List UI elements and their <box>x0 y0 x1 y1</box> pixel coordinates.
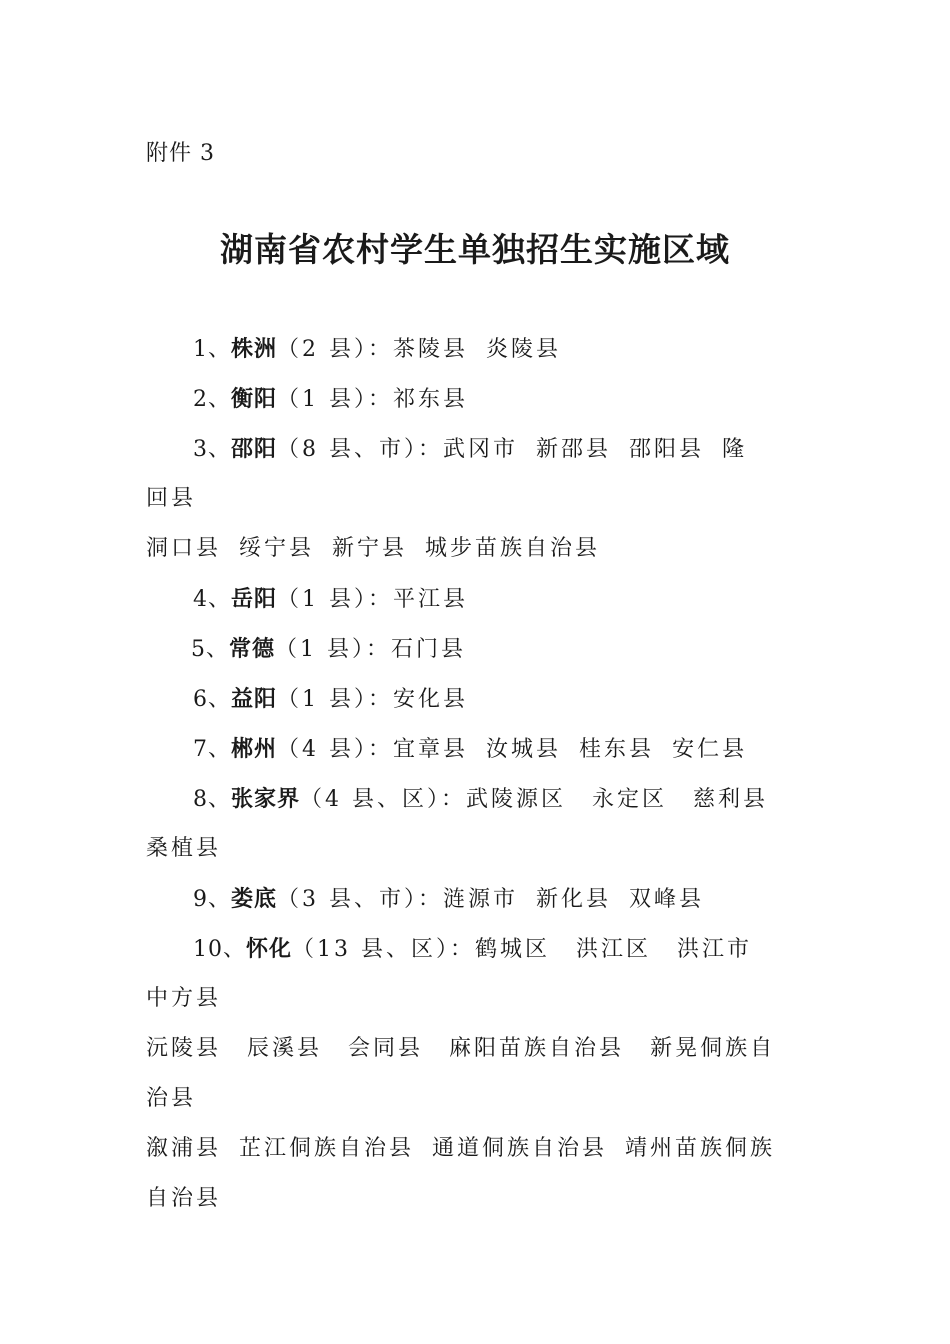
entry-number: 3、 <box>193 437 231 462</box>
county: 安化县 <box>393 687 469 712</box>
entry-city: 怀化 <box>246 936 293 962</box>
entry-city: 岳阳 <box>231 586 278 612</box>
entry-10-wrap: 中方县 <box>146 986 222 1011</box>
entry-count: （8 县、市）： <box>277 437 444 462</box>
entry-2 <box>193 384 468 415</box>
county: 石门县 <box>391 637 467 662</box>
county: 芷江侗族自治县 <box>239 1136 415 1161</box>
page-title: 湖南省农村学生单独招生实施区域 <box>220 230 730 269</box>
entry-8 <box>193 784 768 815</box>
entry-count: （4 县、区）： <box>300 787 467 812</box>
county: 通道侗族自治县 <box>432 1136 608 1161</box>
county: 慈利县 <box>693 787 769 812</box>
county: 辰溪县 <box>247 1036 323 1061</box>
county: 城步苗族自治县 <box>425 536 601 561</box>
entry-count: （1 县）： <box>277 687 394 712</box>
entry-4 <box>193 584 468 615</box>
entry-10-extra-2 <box>146 1134 775 1164</box>
entry-count: （1 县）： <box>277 587 394 612</box>
entry-7 <box>193 734 747 765</box>
county: 双峰县 <box>629 887 705 912</box>
entry-city: 益阳 <box>231 686 278 712</box>
county: 新邵县 <box>536 437 612 462</box>
county: 隆 <box>722 437 748 462</box>
county: 麻阳苗族自治县 <box>449 1036 625 1061</box>
county: 永定区 <box>592 787 668 812</box>
county: 武陵源区 <box>466 787 567 812</box>
county: 靖州苗族侗族 <box>625 1136 776 1161</box>
entry-6 <box>193 684 468 715</box>
county: 涟源市 <box>443 887 519 912</box>
county: 邵阳县 <box>629 437 705 462</box>
entry-3-extra <box>146 534 600 564</box>
entry-count: （1 县）： <box>275 637 392 662</box>
attachment-label: 附件 3 <box>146 141 215 166</box>
county: 桂东县 <box>579 737 655 762</box>
entry-number: 6、 <box>193 687 231 712</box>
county: 武冈市 <box>443 437 519 462</box>
entry-count: （3 县、市）： <box>277 887 444 912</box>
county: 洪江区 <box>576 937 652 962</box>
county: 新晃侗族自 <box>650 1036 776 1061</box>
entry-number: 9、 <box>193 887 231 912</box>
county: 新宁县 <box>332 536 408 561</box>
entry-city: 衡阳 <box>231 386 278 412</box>
entry-5 <box>191 634 466 665</box>
county: 沅陵县 <box>146 1036 222 1061</box>
entry-number: 2、 <box>193 387 231 412</box>
entry-number: 10、 <box>193 937 246 962</box>
county: 鹤城区 <box>475 937 551 962</box>
county: 洞口县 <box>146 536 222 561</box>
entry-city: 邵阳 <box>231 436 278 462</box>
entry-number: 8、 <box>193 787 231 812</box>
entry-3 <box>193 434 747 465</box>
county: 绥宁县 <box>239 536 315 561</box>
entry-city: 张家界 <box>231 786 301 812</box>
county: 平江县 <box>393 587 469 612</box>
county: 会同县 <box>348 1036 424 1061</box>
entry-9 <box>193 884 704 915</box>
county: 炎陵县 <box>486 337 562 362</box>
entry-3-wrap: 回县 <box>146 486 197 511</box>
entry-number: 5、 <box>191 637 229 662</box>
entry-count: （4 县）： <box>277 737 394 762</box>
county: 茶陵县 <box>393 337 469 362</box>
entry-10-extra-wrap-2: 自治县 <box>146 1186 222 1211</box>
entry-8-wrap: 桑植县 <box>146 836 222 861</box>
county: 宜章县 <box>393 737 469 762</box>
entry-number: 1、 <box>193 337 231 362</box>
county: 祁东县 <box>393 387 469 412</box>
county: 溆浦县 <box>146 1136 222 1161</box>
county: 新化县 <box>536 887 612 912</box>
county: 洪江市 <box>677 937 753 962</box>
entry-number: 7、 <box>193 737 231 762</box>
entry-city: 株洲 <box>231 336 278 362</box>
entry-count: （2 县）： <box>277 337 394 362</box>
entry-1 <box>193 334 561 365</box>
entry-city: 娄底 <box>231 886 278 912</box>
entry-10 <box>193 934 752 965</box>
entry-10-extra-wrap: 治县 <box>146 1086 197 1111</box>
county: 安仁县 <box>672 737 748 762</box>
entry-city: 郴州 <box>231 736 278 762</box>
entry-count: （1 县）： <box>277 387 394 412</box>
entry-10-extra <box>146 1034 775 1064</box>
entry-count: （13 县、区）： <box>292 937 476 962</box>
entry-city: 常德 <box>229 636 276 662</box>
county: 汝城县 <box>486 737 562 762</box>
entry-number: 4、 <box>193 587 231 612</box>
